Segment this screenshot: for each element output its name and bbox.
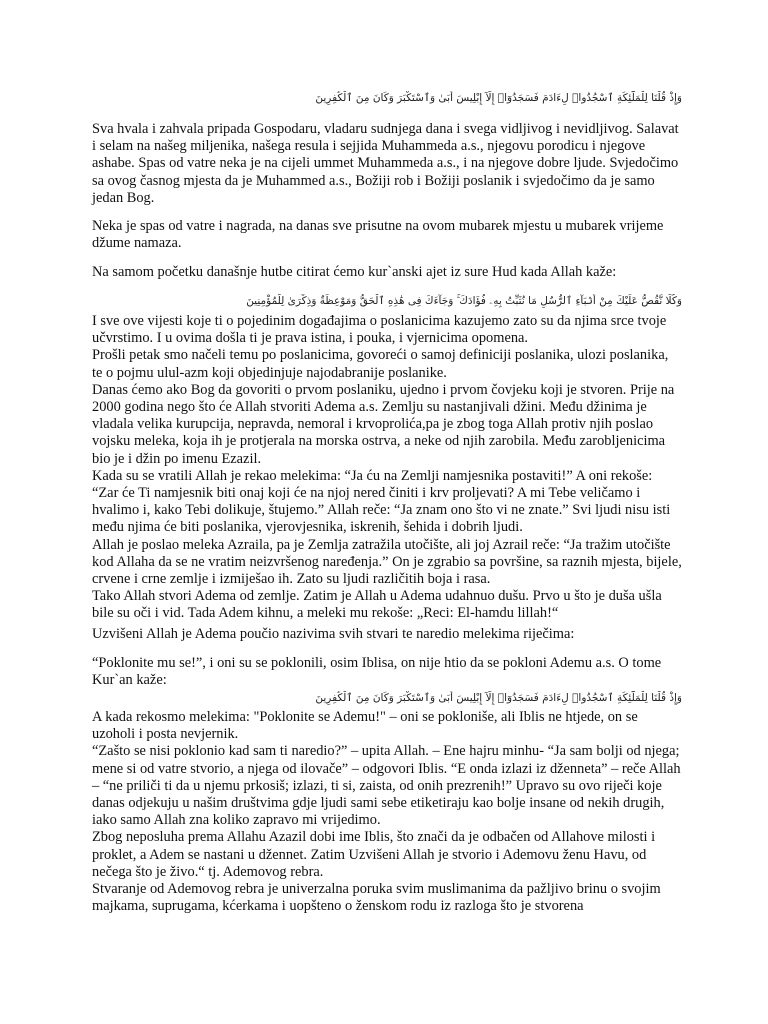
paragraph-sujud: “Poklonite mu se!”, i oni su se poklonili, osim Iblisa, on nije htio da se pokloni Ademu a.s. O tome Kur`an kaže:	[92, 655, 662, 689]
quran-verse-top: وَإِذْ قُلْنَا لِلْمَلَٰٓئِكَةِ ٱسْجُدُوا۟ لِءَادَمَ فَسَجَدُوٓا۟ إِلَّآ إِبْلِيسَ أَبَىٰ وَٱسْتَكْبَرَ وَكَانَ مِنَ ٱلْكَٰفِرِينَ	[315, 92, 682, 104]
quran-verse-baqara: وَإِذْ قُلْنَا لِلْمَلَٰٓئِكَةِ ٱسْجُدُوا۟ لِءَادَمَ فَسَجَدُوٓا۟ إِلَّآ إِبْلِيسَ أَبَىٰ وَٱسْتَكْبَرَ وَكَانَ مِنَ ٱلْكَٰفِرِينَ	[315, 692, 682, 704]
main-text-block: I sve ove vijesti koje ti o pojedinim događajima o poslanicima kazujemo zato su da njima srce tvoje učvrstimo. I u ovima došla ti je prava istina, i pouka, i vjernicima opomena. Prošli petak smo načeli temu po poslanicima, govoreći o samoj definiciji poslanika, ulozi poslanika, te o pojmu ulul-azm koji objedinjuje najodabranije poslanike. Danas ćemo ako Bog da govoriti o prvom poslaniku, ujedno i prvom čovjeku koji je stvoren. Prije na 2000 godina nego što će Allah stvoriti Adema a.s. Zemlju su nastanjivali džini. Među džinima je vladala velika kurupcija, nepravda, nemoral i krvoprolića,pa je zbog toga Allah protiv njih poslao vojsku meleka, koja ih je protjerala na morska ostrva, a neke od njih zarobila. Među zarobljenicima bio je i džin po imenu Ezazil. Kada su se vratili Allah je rekao melekima: “Ja ću na Zemlji namjesnika postaviti!” A oni rekoše: “Zar će Ti namjesnik biti onaj koji će na njoj nered činiti i krv proljevati? A mi Tebe veličamo i hvalimo i, kako Tebi dolikuje, štujemo.” Allah reče: “Ja znam ono što vi ne znate.” Svi ljudi nisu isti među njima će biti poslanika, vjerovjesnika, iskrenih, šehida i dobrih ljudi. Allah je poslao meleka Azraila, pa je Zemlja zatražila utočište, ali joj Azrail reče: “Ja tražim utočište kod Allaha da se ne vratim neizvršenog naređenja.” On je zgrabio sa površine, sa raznih mjesta, bijele, crvene i crne zemlje i izmiješao ih. Zato su ljudi različitih boja i rasa. Tako Allah stvori Adema od zemlje. Zatim je Allah u Adema udahnuo dušu. Prvo u što je duša ušla bile su oči i vid. Tada Adem kihnu, a meleki mu rekoše: „Reci: El-hamdu lillah!“	[92, 313, 682, 622]
quran-verse-hud: وَكُلًّا نَّقُصُّ عَلَيْكَ مِنْ أَنۢبَآءِ ٱلرُّسُلِ مَا نُثَبِّتُ بِهِۦ فُؤَادَكَ ۚ وَجَآءَكَ فِى هَٰذِهِ ٱلْحَقُّ وَمَوْعِظَةٌ وَذِكْرَىٰ لِلْمُؤْمِنِينَ	[246, 295, 682, 307]
closing-text-block: A kada rekosmo melekima: "Poklonite se Ademu!" – oni se pokloniše, ali Iblis ne htjede, on se uzoholi i posta nevjernik. “Zašto se nisi poklonio kad sam ti naredio?” – upita Allah. – Ene hajru minhu- “Ja sam bolji od njega; mene si od vatre stvorio, a njega od ilovače” – odgovori Iblis. “E onda izlazi iz dženneta” – reče Allah – “ne priliči ti da u njemu prkosiš; izlazi, ti si, zaista, od onih prezrenih!” Upravo su ovo riječi koje danas odjekuju u našim društvima gdje ljudi sami sebe etiketiraju kao bolje insane od nekih drugih, iako samo Allah zna koliko zapravo mi vrijedimo. Zbog neposluha prema Allahu Azazil dobi ime Iblis, što znači da je odbačen od Allahove milosti i proklet, a Adem se nastani u džennet. Zatim Uzvišeni Allah je stvorio i Ademovu ženu Havu, od nečega što je živo.“ tj. Ademovog rebra. Stvaranje od Ademovog rebra je univerzalna poruka svim muslimanima da pažljivo brinu o svojim majkama, suprugama, kćerkama i uopšteno o ženskom rodu iz razloga što je stvorena	[92, 709, 681, 915]
paragraph-greeting: Neka je spas od vatre i nagrada, na danas sve prisutne na ovom mubarek mjestu u mubarek vrijeme džume namaza.	[92, 218, 664, 252]
paragraph-opening-praise: Sva hvala i zahvala pripada Gospodaru, vladaru sudnjega dana i svega vidljivog i nevidljivog. Salavat i selam na našeg miljenika, našega resula i sejjida Muhammeda a.s., njegovu porodicu i njegove ashabe. Spas od vatre neka je na cijeli ummet Muhammeda a.s., i na njegove dobre ljude. Svjedočimo sa ovog časnog mjesta da je Muhammed a.s., Božiji rob i Božiji poslanik i svjedočimo da je samo jedan Bog.	[92, 121, 679, 206]
paragraph-adam-names: Uzvišeni Allah je Adema poučio nazivima svih stvari te naredio melekima riječima:	[92, 626, 575, 642]
paragraph-hutba-intro: Na samom početku današnje hutbe citirat ćemo kur`anski ajet iz sure Hud kada Allah kaže:	[92, 264, 617, 280]
